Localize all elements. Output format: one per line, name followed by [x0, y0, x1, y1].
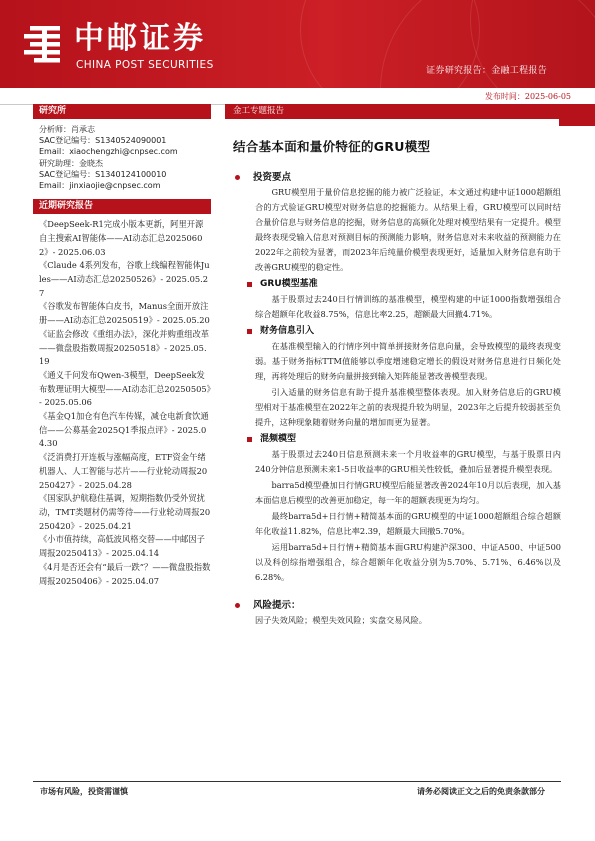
- recent-report-title: 《证监会修改《重组办法》，深化并购重组改革——微盘股指数周报20250518》: [39, 328, 210, 353]
- body-paragraph: barra5d模型叠加日行情GRU模型后能显著改善2024年10月以后表现，加入基本面信息后模型的改善更加稳定，每一年的超额表现更为均匀。: [255, 480, 561, 505]
- sidebar: [33, 104, 215, 588]
- recent-report-date: - 2025.04.07: [106, 575, 160, 586]
- bullet-dot-icon: [235, 603, 240, 608]
- analysts-section-title: 研究所: [33, 104, 211, 119]
- analyst-line: Email：xiaochengzhi@cnpsec.com: [39, 147, 178, 157]
- recent-report-date: - 2025.06.03: [52, 246, 106, 257]
- recent-report-item[interactable]: [39, 300, 211, 327]
- analyst-line: SAC登记编号：S1340524090001: [39, 136, 167, 146]
- recent-report-date: - 2025.05.27: [39, 274, 209, 298]
- brand-name-en: CHINA POST SECURITIES: [76, 59, 214, 71]
- analyst-line: 研究助理：金晓杰: [39, 158, 103, 168]
- section-heading-text: GRU模型基准: [260, 279, 318, 289]
- section-heading-text: 混频模型: [260, 434, 297, 444]
- section-heading: [225, 433, 561, 446]
- recent-report-date: - 2025.05.19: [39, 342, 207, 367]
- publish-date: 发布时间：2025-06-05: [484, 92, 571, 101]
- recent-reports-list: [33, 214, 215, 588]
- square-bullet-icon: [247, 329, 252, 334]
- report-type: 证券研究报告：金融工程报告: [426, 66, 547, 76]
- recent-report-title: 《DeepSeek-R1完成小版本更新，阿里开源自主搜索AI智能体——AI动态汇总20250602》: [39, 219, 204, 257]
- recent-report-item[interactable]: [39, 218, 211, 259]
- recent-report-item[interactable]: [39, 561, 211, 588]
- footer-disclaimer-left: 市场有风险，投资需谨慎: [40, 786, 128, 796]
- recent-report-item[interactable]: [39, 410, 211, 451]
- main-content: [225, 104, 561, 628]
- recent-report-item[interactable]: [39, 369, 215, 410]
- summary-heading: [225, 171, 561, 184]
- recent-report-date: - 2025.04.30: [39, 424, 207, 449]
- topic-label: 金工专题报告: [225, 104, 560, 119]
- risk-heading-text: 风险提示：: [253, 600, 301, 611]
- right-accent-block: [559, 104, 595, 126]
- section-heading: [225, 278, 561, 291]
- bullet-dot-icon: [235, 175, 240, 180]
- recent-report-item[interactable]: [39, 259, 211, 300]
- header-band: [0, 0, 595, 88]
- footer-disclaimer-right: 请务必阅读正文之后的免责条款部分: [417, 786, 545, 796]
- risk-section: [225, 599, 561, 628]
- body-paragraph: 最终barra5d+日行情+精简基本面的GRU模型的中证1000超额组合综合超额年化收益11.82%，信息比率2.39，超额最大回撤5.70%。: [255, 511, 561, 536]
- recent-report-date: - 2025.05.20: [156, 315, 210, 326]
- summary-section: [225, 171, 561, 585]
- report-title: 结合基本面和量价特征的GRU模型: [233, 139, 431, 154]
- summary-heading-text: 投资要点: [253, 172, 292, 183]
- risk-text: 因子失效风险；模型失效风险；实盘交易风险。: [255, 615, 427, 625]
- summary-paragraph: GRU模型用于量价信息挖掘的能力被广泛验证，本文通过构建中证1000超额组合的方式验证GRU模型对财务信息的挖掘能力。从结果上看，GRU模型可以同时结合量价信息与财务信息的挖掘，财务信息的高频化处理对模型结果有一定提升。模型最终表现受输入信息对预测目标的预测能力影响，财务信息对未来收益的预测能力在2022年之前较为显著，而2023年后纯量价模型表现更好，适量加入财务信息有助于改善GRU模型的稳定性。: [255, 187, 561, 272]
- recent-report-title: 《谷歌发布智能体白皮书，Manus全面开放注册——AI动态汇总20250519》: [39, 301, 209, 326]
- section-heading-text: 财务信息引入: [260, 326, 315, 336]
- analyst-line: SAC登记编号：S1340124100010: [39, 169, 167, 179]
- recent-report-title: 《小市值持续，高低波风格交替——中邮因子周报20250413》: [39, 534, 205, 559]
- section-heading: [225, 325, 561, 338]
- recent-report-title: 《4月是否还会有“最后一跌”？——微盘股指数周报20250406》: [39, 561, 211, 586]
- recent-report-title: 《通义千问发布Qwen-3模型，DeepSeek发布数理证明大模型——AI动态汇总20250505》: [39, 369, 215, 394]
- analyst-info: [33, 119, 211, 191]
- recent-report-title: 《基金Q1加仓有色汽车传媒，减仓电新食饮通信——公募基金2025Q1季报点评》: [39, 411, 209, 435]
- recent-report-item[interactable]: [39, 328, 211, 369]
- recent-report-title: 《国家队护航稳住基调，短期指数仍受外贸扰动，TMT类题材仍需等待——行业轮动周报20250420》: [39, 493, 211, 531]
- square-bullet-icon: [247, 282, 252, 287]
- square-bullet-icon: [247, 437, 252, 442]
- recent-report-date: - 2025.05.06: [39, 397, 92, 408]
- recent-reports-section-title: 近期研究报告: [33, 199, 211, 214]
- risk-heading: [225, 599, 561, 612]
- recent-report-title: 《Claude 4系列发布，谷歌上线编程智能体Jules——AI动态汇总20250526》: [39, 260, 210, 285]
- china-post-logo-icon: [20, 20, 68, 68]
- footer-divider: [33, 781, 561, 782]
- body-paragraph: 在基准模型输入的行情序列中简单拼接财务信息向量，会导致模型的最终表现变弱。基于财务指标TTM值能够以季度增速稳定增长的假设对财务信息进行日频化处理，再将处理后的财务向量拼接到输入矩阵能显著改善模型表现。: [255, 341, 561, 381]
- recent-report-item[interactable]: [39, 451, 211, 492]
- analyst-line: Email：jinxiaojie@cnpsec.com: [39, 181, 161, 191]
- body-paragraph: 引入适量的财务信息有助于提升基准模型整体表现。加入财务信息后的GRU模型相对于基准模型在2022年之前的表现提升较为明显，2023年之后提升较弱甚至负提升，这种现象随着财务向量的增加而更为显著。: [255, 387, 561, 427]
- recent-report-item[interactable]: [39, 492, 211, 533]
- analyst-line: 分析师：肖承志: [39, 125, 95, 134]
- body-paragraph: 运用barra5d+日行情+精简基本面GRU构建沪深300、中证A500、中证500以及科创综指增强组合，综合超额年化收益分别为5.70%、5.71%、6.46%以及6.28%。: [255, 542, 561, 582]
- recent-report-title: 《泛消费打开连板与涨幅高度，ETF资金午绪机器人、人工智能与芯片——行业轮动周报20250427》: [39, 452, 208, 490]
- recent-report-item[interactable]: [39, 533, 211, 560]
- recent-report-date: - 2025.04.28: [78, 479, 132, 490]
- brand-name: 中邮证券: [74, 21, 206, 56]
- recent-report-date: - 2025.04.14: [106, 548, 160, 559]
- recent-report-date: - 2025.04.21: [78, 520, 132, 531]
- body-paragraph: 基于股票过去240日行情训练的基准模型，模型构建的中证1000指数增强组合综合超额年化收益8.75%，信息比率2.25，超额最大回撤4.71%。: [255, 294, 561, 319]
- body-paragraph: 基于股票过去240日信息预测未来一个月收益率的GRU模型，与基于股票日内240分钟信息预测未来1-5日收益率的GRU相关性较低，叠加后显著提升模型表现。: [255, 449, 561, 474]
